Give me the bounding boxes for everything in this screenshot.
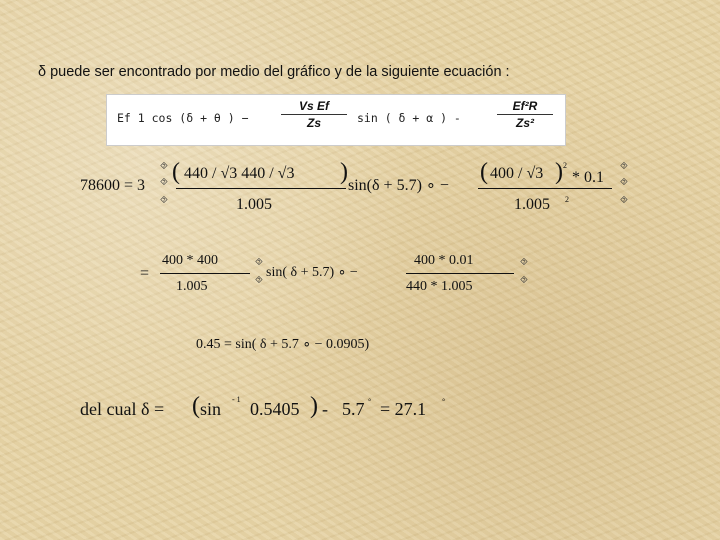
formula-mid-text: sin ( δ + α ) - [357, 111, 461, 125]
eq4-deg2: ° [442, 397, 446, 406]
missing-glyph-icon: ⯑ [160, 195, 168, 206]
eq4-arg: 0.5405 [250, 399, 300, 419]
eq4-deg1: ° [368, 397, 372, 406]
missing-glyph-icon: ⯑ [620, 177, 628, 188]
fraction-bar [478, 188, 612, 189]
eq2-frac1-numerator: 400 * 400 [162, 253, 218, 268]
fraction-bar [160, 273, 250, 274]
formula-fraction-2 [497, 99, 553, 130]
eq4-v1: 5.7 [342, 399, 365, 419]
paren-open: ( [192, 393, 200, 419]
formula-fraction-1 [281, 99, 347, 130]
eq1-frac2-denominator-superscript: 2 [565, 195, 569, 204]
eq1-frac2-numerator: 400 / √3 [490, 165, 544, 182]
formula-fraction-2-denominator: Zs² [516, 116, 534, 130]
fraction-bar [406, 273, 514, 274]
formula-fraction-1-numerator: Vs Ef [281, 99, 347, 115]
eq4-eq: = 27.1 [380, 399, 427, 419]
formula-left-text: Ef 1 cos (δ + θ ) − [117, 111, 249, 125]
formula-fraction-1-denominator: Zs [306, 116, 321, 130]
eq3-text: 0.45 = sin( δ + 5.7 ∘ − 0.0905) [196, 337, 370, 352]
paren-close: ) [310, 393, 318, 419]
missing-glyph-icon: ⯑ [520, 257, 528, 268]
eq1-frac2-tail: * 0.1 [572, 169, 604, 186]
paren-open: ( [172, 159, 180, 185]
fraction-bar [176, 188, 346, 189]
missing-glyph-icon: ⯑ [255, 257, 263, 268]
paren-close: ) [340, 159, 348, 185]
eq2-frac1-denominator: 1.005 [176, 279, 208, 294]
paren-open: ( [480, 159, 488, 185]
intro-text: δ puede ser encontrado por medio del gráfico y de la siguiente ecuación : [38, 64, 510, 80]
eq4-sin: sin [200, 399, 222, 419]
eq1-frac1-denominator: 1.005 [236, 196, 272, 213]
eq4-sup: - 1 [232, 395, 241, 404]
eq2-sin-part: sin( δ + 5.7) ∘ − [266, 265, 358, 280]
paren-close: ) [555, 159, 563, 185]
eq1-frac2-denominator: 1.005 [514, 196, 550, 213]
eq2-frac2-denominator: 440 * 1.005 [406, 279, 473, 294]
eq4-lead: del cual δ = [80, 399, 165, 419]
missing-glyph-icon: ⯑ [620, 161, 628, 172]
missing-glyph-icon: ⯑ [620, 195, 628, 206]
eq1-sin-part: sin(δ + 5.7) ∘ − [348, 177, 449, 194]
eq4-minus: - [322, 399, 328, 419]
formula-fraction-2-numerator: Ef²R [497, 99, 553, 115]
missing-glyph-icon: ⯑ [255, 275, 263, 286]
missing-glyph-icon: ⯑ [160, 177, 168, 188]
eq2-lhs: = [140, 265, 150, 282]
formula-image [106, 94, 566, 146]
eq2-frac2-numerator: 400 * 0.01 [414, 253, 474, 268]
missing-glyph-icon: ⯑ [160, 161, 168, 172]
eq1-frac1-numerator: 440 / √3 440 / √3 [184, 165, 295, 182]
missing-glyph-icon: ⯑ [520, 275, 528, 286]
eq1-lhs: 78600 = 3 [80, 177, 146, 194]
eq1-frac2-superscript: 2 [563, 161, 567, 170]
